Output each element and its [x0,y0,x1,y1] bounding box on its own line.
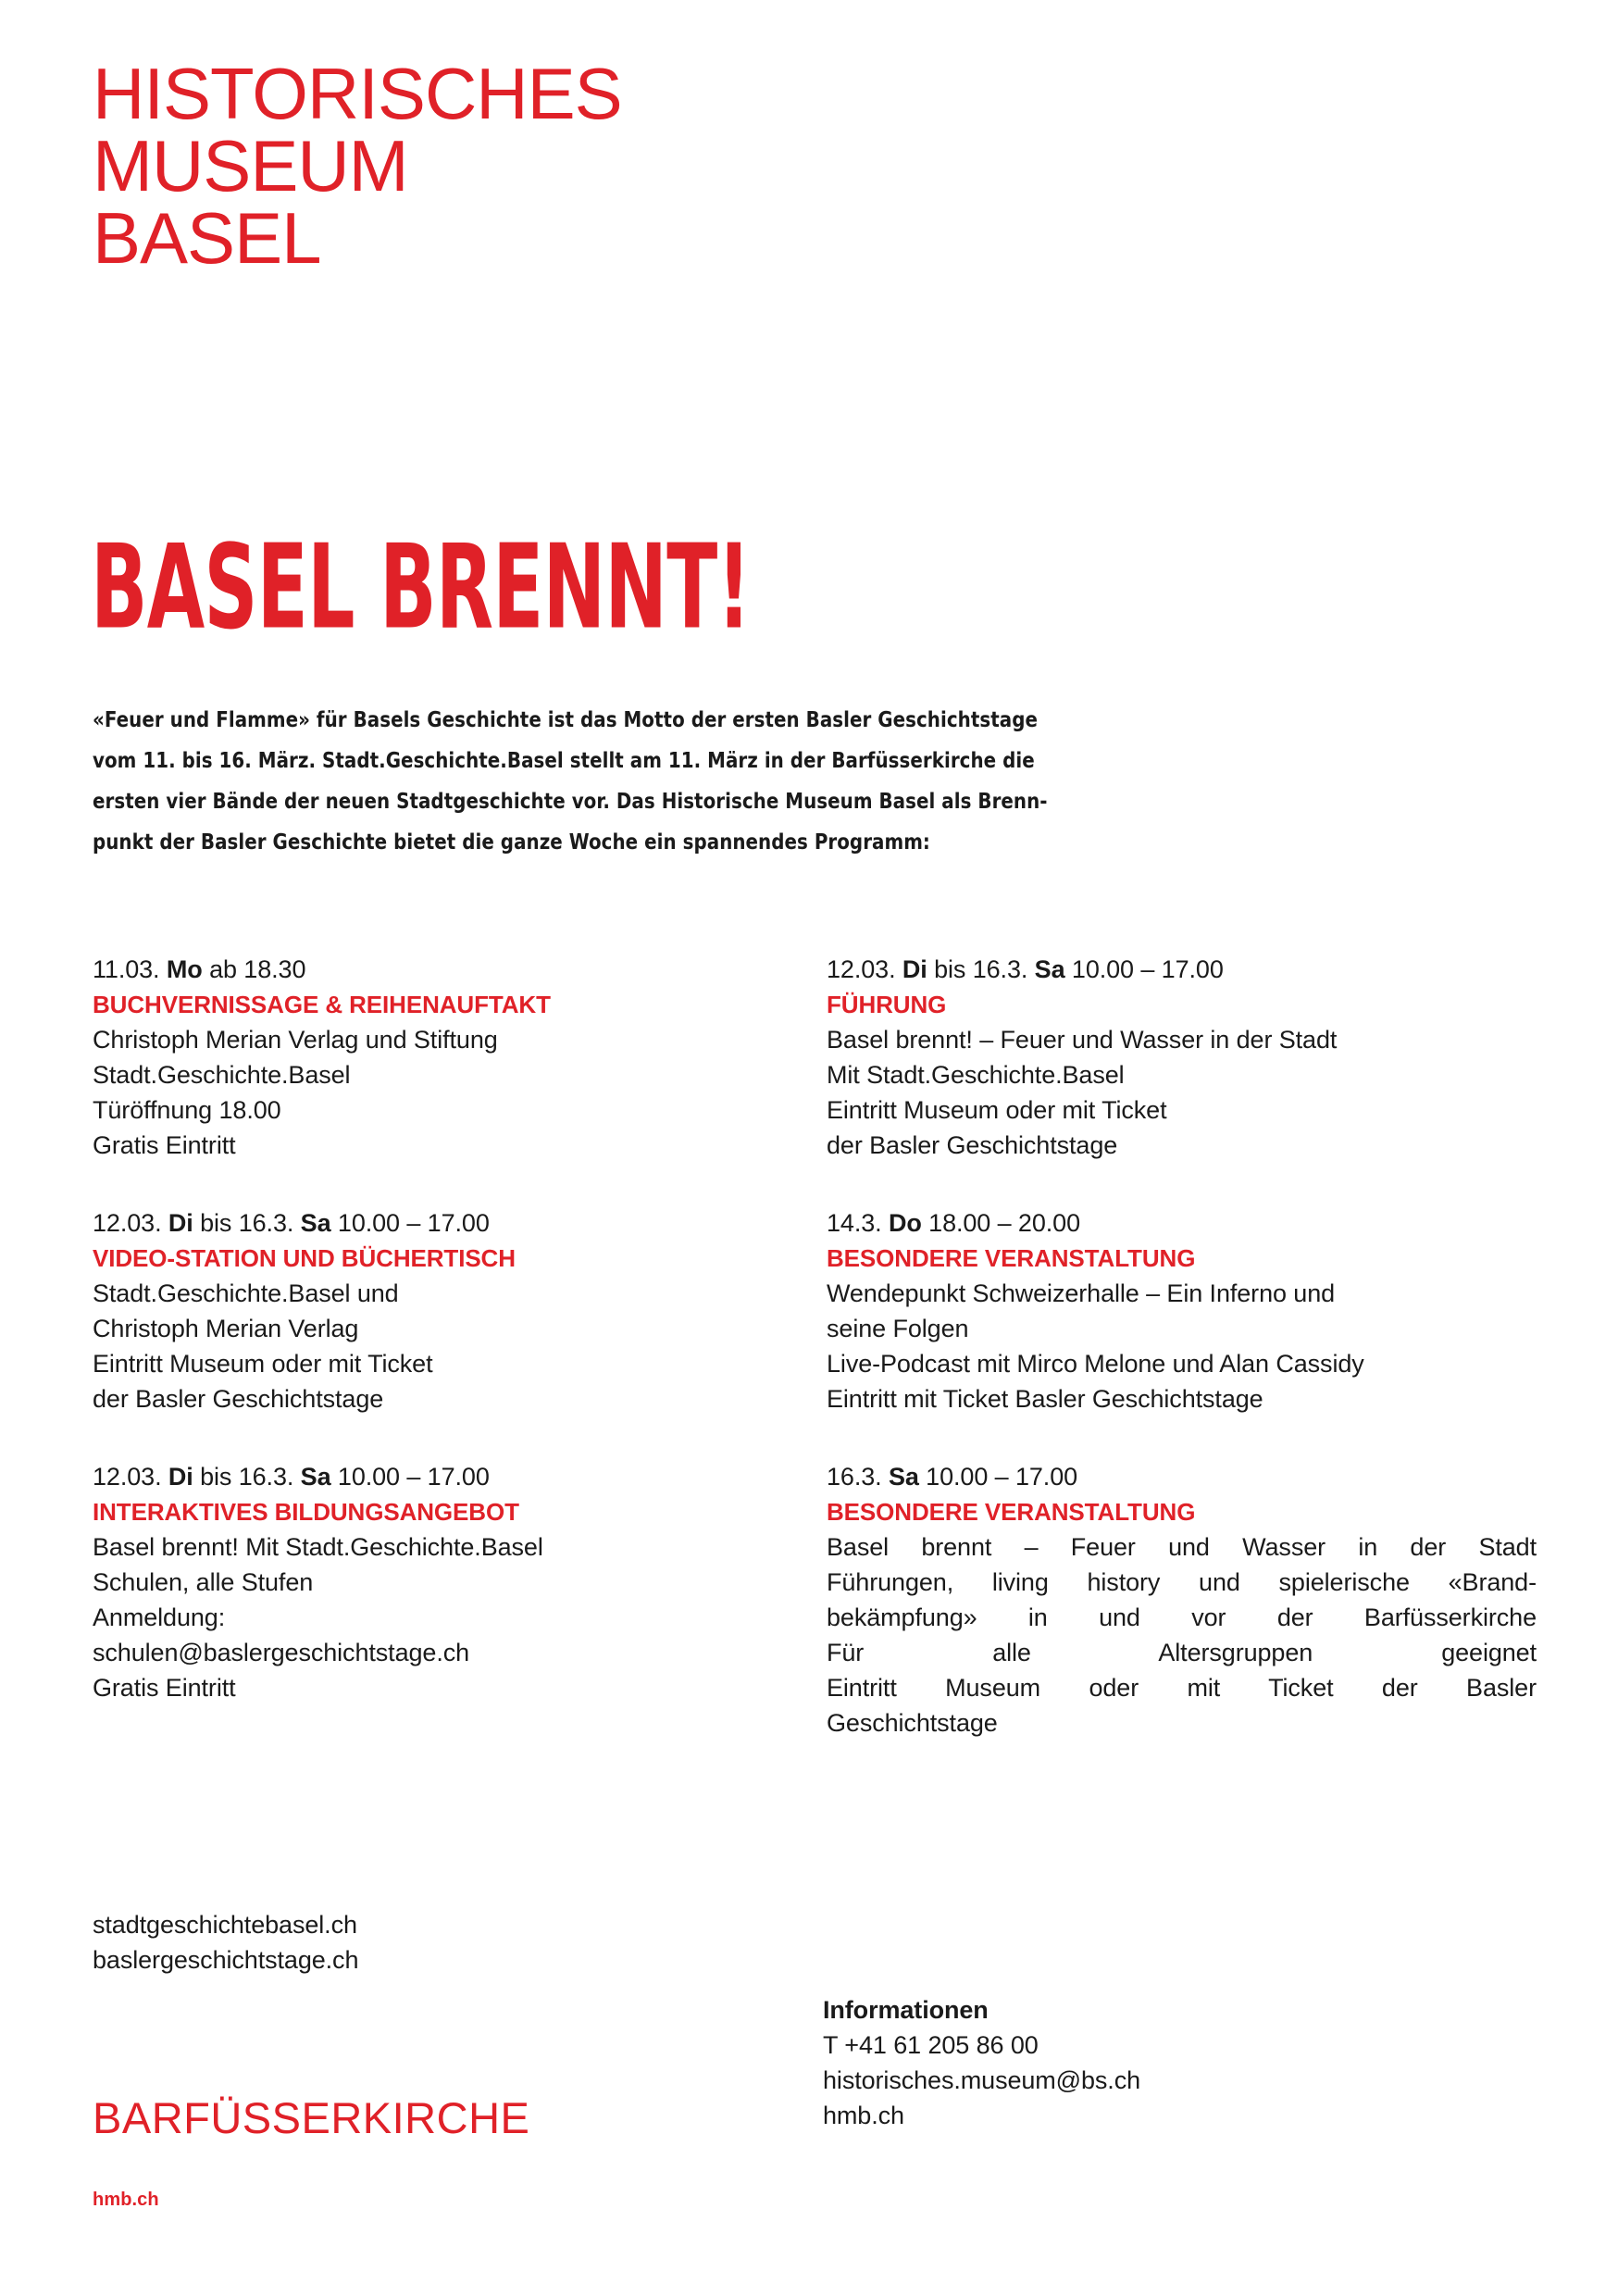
event-detail-line: Gratis Eintritt [93,1674,236,1702]
event-date-part: 16.3. [827,1463,889,1491]
event-date [93,1205,803,1241]
event-block [827,1459,1537,1741]
event-detail-line: Live-Podcast mit Mirco Melone und Alan Cassidy [827,1350,1364,1378]
event-weekday: Sa [300,1463,331,1491]
event-date [93,952,803,987]
event-title: FÜHRUNG [827,991,947,1018]
event-detail-line: Mit Stadt.Geschichte.Basel [827,1061,1125,1089]
museum-wordmark-line: BASEL [93,197,321,279]
event-weekday: Do [888,1209,922,1237]
poster-headline: BASEL BRENNT! [91,519,751,655]
event-detail-line: Basel brennt – Feuer und Wasser in der Stadt [827,1533,1537,1561]
museum-wordmark-line: MUSEUM [93,125,408,206]
intro-line: ersten vier Bände der neuen Stadtgeschichte vor. Das Historische Museum Basel als Brenn- [93,788,1048,814]
events-column-left [93,952,803,1741]
event-detail-line: Schulen, alle Stufen [93,1568,314,1596]
event-block [93,1459,803,1705]
event-date-part: ab 18.30 [202,955,306,983]
event-detail-line: Anmeldung: [93,1603,226,1631]
event-detail-line: Wendepunkt Schweizerhalle – Ein Inferno und [827,1279,1336,1307]
venue-url[interactable]: hmb.ch [93,2190,159,2210]
event-weekday: Sa [888,1463,919,1491]
event-title: BESONDERE VERANSTALTUNG [827,1498,1196,1526]
event-title: INTERAKTIVES BILDUNGSANGEBOT [93,1498,519,1526]
footer-links-left [93,1907,358,1978]
event-date-part: 12.03. [827,955,902,983]
event-details [93,1529,803,1705]
event-detail-line: Christoph Merian Verlag [93,1315,359,1342]
event-date-part: bis 16.3. [927,955,1035,983]
event-detail-line: der Basler Geschichtstage [827,1131,1118,1159]
event-date-part: 10.00 – 17.00 [330,1463,490,1491]
event-details [93,1022,803,1163]
event-date [93,1459,803,1494]
event-date-part: 10.00 – 17.00 [918,1463,1078,1491]
info-line[interactable]: hmb.ch [823,2102,904,2129]
venue-name: BARFÜSSERKIRCHE [93,2093,530,2142]
event-weekday: Sa [1034,955,1065,983]
event-date-part: 18.00 – 20.00 [921,1209,1081,1237]
event-weekday: Di [902,955,927,983]
event-detail-line: Stadt.Geschichte.Basel und [93,1279,399,1307]
event-detail-line: schulen@baslergeschichtstage.ch [93,1639,470,1666]
event-detail-line: Eintritt Museum oder mit Ticket [827,1096,1167,1124]
event-detail-line: Für alle Altersgruppen geeignet [827,1639,1537,1666]
event-details [827,1529,1537,1741]
event-date-part: bis 16.3. [193,1209,301,1237]
intro-paragraph [93,699,1537,862]
event-detail-line: Eintritt Museum oder mit Ticket der Basler [827,1674,1537,1702]
event-date [827,1205,1537,1241]
info-line[interactable]: T +41 61 205 86 00 [823,2031,1039,2059]
event-date-part: 10.00 – 17.00 [1064,955,1224,983]
info-heading: Informationen [823,1996,989,2024]
event-detail-line: Führungen, living history und spielerische «Brand- [827,1568,1537,1596]
event-block [93,1205,803,1416]
intro-line: «Feuer und Flamme» für Basels Geschichte ist das Motto der ersten Basler Geschichtstage [93,706,1038,732]
event-date [827,1459,1537,1494]
event-details [827,1276,1537,1416]
event-detail-line: seine Folgen [827,1315,969,1342]
event-detail-line: Türöffnung 18.00 [93,1096,281,1124]
event-detail-line: Christoph Merian Verlag und Stiftung [93,1026,498,1054]
event-weekday: Di [168,1209,193,1237]
footer-link[interactable]: stadtgeschichtebasel.ch [93,1911,357,1939]
museum-wordmark [93,53,622,279]
event-detail-line: Basel brennt! – Feuer und Wasser in der Stadt [827,1026,1338,1054]
event-detail-line: Gratis Eintritt [93,1131,236,1159]
event-date [827,952,1537,987]
info-line[interactable]: historisches.museum@bs.ch [823,2066,1141,2094]
event-weekday: Mo [166,955,203,983]
events-column-right [827,952,1537,1741]
event-block [93,952,803,1163]
event-detail-line: Geschichtstage [827,1709,998,1737]
event-weekday: Sa [300,1209,331,1237]
event-detail-line: Basel brennt! Mit Stadt.Geschichte.Basel [93,1533,543,1561]
events-grid [93,952,1537,1741]
event-date-part: 14.3. [827,1209,889,1237]
contact-info-block [823,1992,1140,2133]
event-block [827,952,1537,1163]
event-details [827,1022,1537,1163]
event-detail-line: Eintritt mit Ticket Basler Geschichtstage [827,1385,1263,1413]
event-date-part: 10.00 – 17.00 [330,1209,490,1237]
event-block [827,1205,1537,1416]
museum-wordmark-line: HISTORISCHES [93,53,622,134]
event-detail-line: Stadt.Geschichte.Basel [93,1061,351,1089]
footer-link[interactable]: baslergeschichtstage.ch [93,1946,359,1974]
event-title: BESONDERE VERANSTALTUNG [827,1244,1196,1272]
intro-line: vom 11. bis 16. März. Stadt.Geschichte.Basel stellt am 11. März in der Barfüsserkirche die [93,747,1035,773]
event-detail-line: bekämpfung» in und vor der Barfüsserkirche [827,1603,1537,1631]
event-date-part: 12.03. [93,1209,168,1237]
event-title: VIDEO-STATION UND BÜCHERTISCH [93,1244,516,1272]
intro-line: punkt der Basler Geschichte bietet die ganze Woche ein spannendes Programm: [93,829,930,855]
event-detail-line: Eintritt Museum oder mit Ticket [93,1350,433,1378]
event-date-part: 11.03. [93,955,167,983]
event-details [93,1276,803,1416]
event-title: BUCHVERNISSAGE & REIHENAUFTAKT [93,991,551,1018]
event-date-part: 12.03. [93,1463,168,1491]
event-weekday: Di [168,1463,193,1491]
event-detail-line: der Basler Geschichtstage [93,1385,384,1413]
event-date-part: bis 16.3. [193,1463,301,1491]
